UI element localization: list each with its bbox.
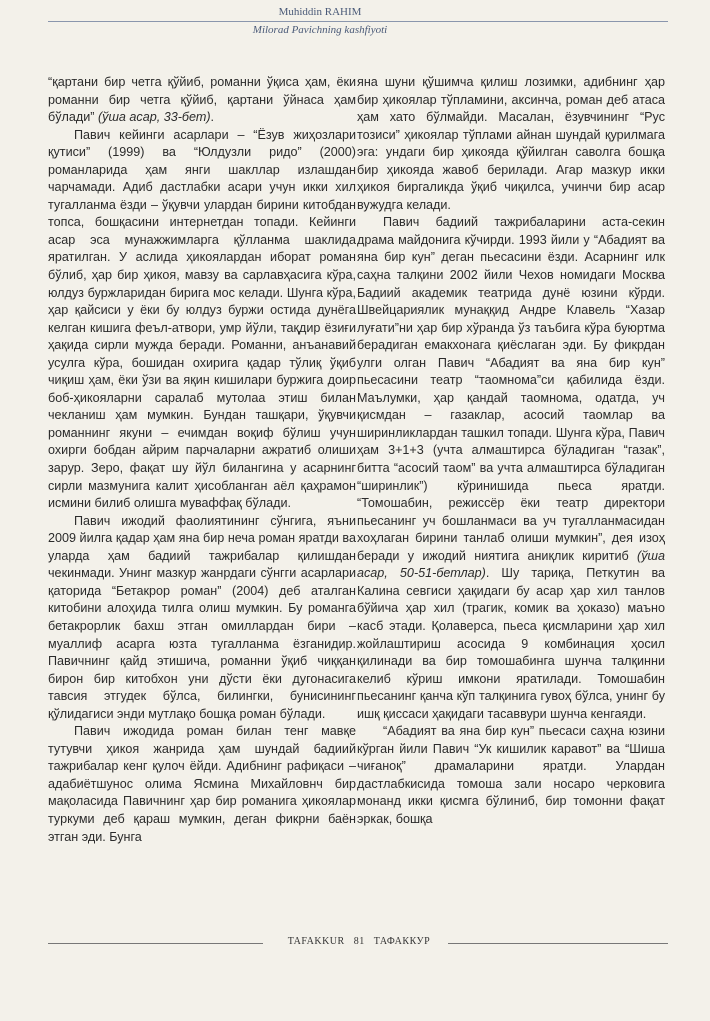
paragraph: яна шуни қўшимча қилиш лозимки, адибнинг ҳар бир ҳикоялар тўпламини, аксинча, роман деб атаса ҳам хато бўлмайди. Масалан, ёзувчининг “Рус тозиси” ҳикоялар тўплами айнан шундай қурилмага эга: ундаги бир ҳикояда қўйилган саволга бошқа бир ҳикояда жавоб берилади. Агар мазкур икки ҳикоя биргаликда ўқиб чиқилса, учинчи бир асар вужудга келади. [357, 75, 665, 212]
paragraph: Павич ижодида роман билан тенг мавқе тутувчи ҳикоя жанрида ҳам шундай бадиий тажрибалар кенг қулоч ёйди. Адибнинг рафиқаси – адабиётшунос олима Ясмина Михайловнч бир мақоласида Павичнинг ҳар бир романига ҳикоялар туркуми деб қараш мумкин, деган фикрни баён этган эди. Бунга [48, 724, 356, 844]
paragraph: “Абадият ва яна бир кун” пьесаси саҳна юзини кўрган йили Павич “Ук кишилик каравот” ва “Шиша чиғаноқ” драмаларини яратди. Улардан дастлабкисида томоша зали носаро черковига монанд икки қисмга бўлиниб, бир томонни фақат эркак, бошқа [357, 724, 665, 826]
left-column [48, 74, 356, 846]
footer-rule-left [48, 943, 263, 944]
header-rule [48, 21, 668, 22]
footer-label: TAFAKKUR 81 ТАФАККУР [287, 936, 431, 947]
page-footer [48, 936, 668, 952]
right-column [357, 74, 665, 829]
footer-rule-right [448, 943, 668, 944]
paragraph: Павич бадиий тажрибаларини аста-секин драма майдонига кўчирди. 1993 йили у “Абадият ва яна бир кун” деган пьесасини ёзди. Асарнинг илк саҳна талқини 2002 йили Чехов номидаги Москва Бадиий академик театрида дунё юзини кўрди. Швейцариялик мунаққид Андре Клавель “Хазар луғати”ни ҳар бир хўранда ўз таъбига кўра буюртма берадиган емакхонага қиёслаган эди. Бу фикрдан улги олган Павич “Абадият ва яна бир кун” пьесасини театр “таомнома”си қабилида ёзди. Маълумки, ҳар қандай таомнома, одатда, уч қисмдан – газаклар, асосий таомлар ва ширинликлардан ташкил топади. Шунга кўра, Павич ҳам 3+1+3 (учта алмаштирса бўладиган “газак”, битта “асосий таом” ва учта алмаштирса бўладиган “ширинлик”) кўринишида пьеса яратди. “Томошабин, режиссёр ёки театр директори пьесанинг уч бошланмаси ва уч тугалланмасидан хоҳлаган бирини танлаб олиши мумкин”, дея изоҳ беради у ижодий ниятига аниқлик киритиб (ўша асар, 50-51-бетлар). Шу тариқа, Петкутин ва Калина севгиси ҳақидаги бу асар ҳар хил танлов бўйича ҳар хил (трагик, комик ва ҳоказо) маъно касб этади. Қолаверса, пьеса қисмларини ҳар хил жойлаштириш асосида 9 комбинация ҳосил қилинади ва бир томошабинга шунча талқинни келиб кўриш имкони яратилади. Томошабин пьесанинг қанча кўп талқинига гувоҳ бўлса, унинг бу ишқ қиссаси ҳақидаги тасаввури шунча кенгаяди. [357, 215, 665, 721]
paragraph: Павич ижодий фаолиятининг сўнгига, яъни 2009 йилга қадар ҳам яна бир неча роман яратди ва уларда ҳам бадиий тажрибалар қилишдан чекинмади. Унинг мазкур жанрдаги сўнгги асарлари қаторида “Бетакрор роман” (2004) деб аталган китобини алоҳида тилга олиш мумкин. Бу романга бетакрорлик бахш этган омиллардан бири – муаллиф асарга юзта тугалланма ёзганидир. Павичнинг қайд этишича, романни ўқиб чиққан бирон бир китобхон уни дўсти ёки дугонасига тавсия этгудек бўлса, билингки, бунисининг қўлидагиси энди мутлақо бошқа роман бўлади. [48, 513, 356, 721]
paragraph: “қартани бир четга қўйиб, романни ўқиса ҳам, ёки романни бир четга қўйиб, қартани ўйнаса ҳам бўлади” (ўша асар, 33-бет). [48, 75, 356, 125]
header-subtitle: Milorad Pavichning kashfiyoti [252, 24, 388, 36]
paragraph: Павич кейинги асарлари – “Ёзув жиҳозлари қутиси” (1999) ва “Юлдузли ридо” (2000) романларида ҳам янги шакллар излашдан чарчамади. Адиб дастлабки асари учун икки хил тугалланма ёзди – ўқувчи улардан бирини китобдан топса, бошқасини интернетдан топади. Кейинги асар эса мунажжимларга қўлланма шаклида яратилган. У аслида ҳикоялардан иборат роман бўлиб, ҳар бир ҳикоя, мавзу ва сарлавҳасига кўра, юлдуз буржларидан бирига мос келади. Шунга кўра, ҳар қайсиси у ёки бу юлдуз буржи остида дунёга келган кишига феъл-атвори, умр йўли, тақдир ёзиғи ҳақида сирли мужда беради. Романни, анъанавий усулга кўра, бошидан охирига қадар тўлиқ ўқиб чиқиш ҳам, ёки ўзи ва яқин кишилари буржига доир боб-ҳикояларни саралаб мутолаа этиш билан чекланиш ҳам мумкин. Бундан ташқари, ўқувчи романнинг якуни – ечимдан воқиф бўлиш учун охирги бобдан айрим парчаларни ажратиб олиши зарур. Зеро, фақат шу йўл билангина у асарнинг сирли мазмунига калит ҳисобланган аёл қаҳрамон исмини билиб олишга муваффақ бўлади. [48, 127, 356, 511]
header-author: Muhiddin RAHIM [278, 6, 362, 18]
